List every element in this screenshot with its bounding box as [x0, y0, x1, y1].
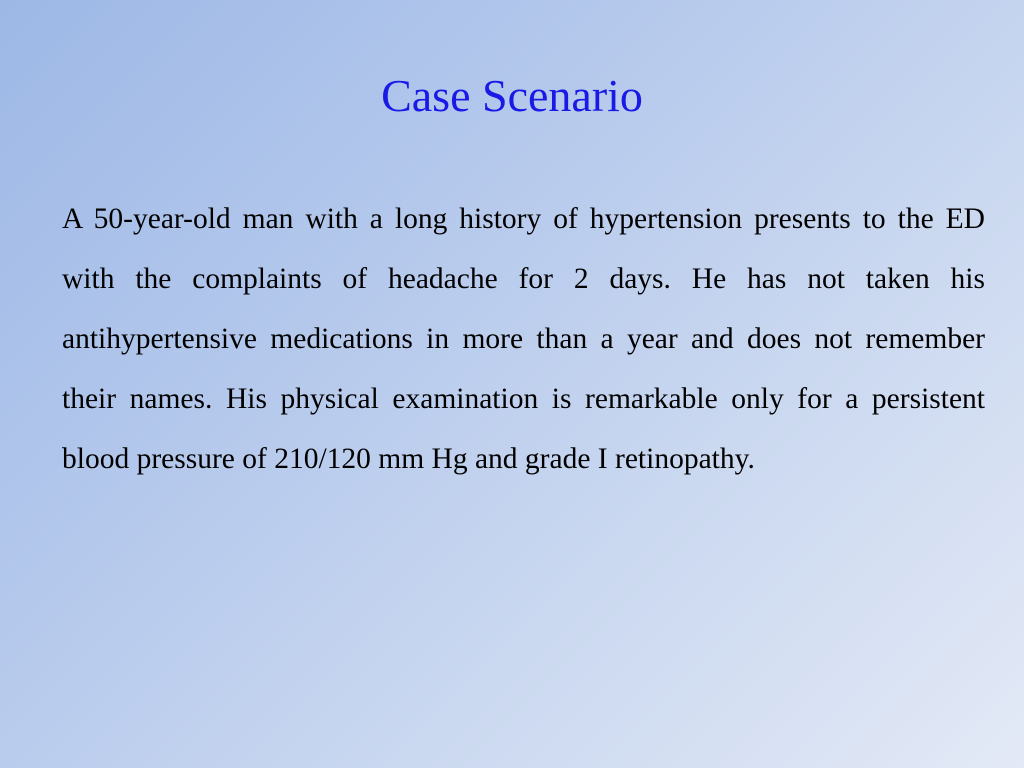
case-description: A 50-year-old man with a long history of hypertension presents to the ED with the complaints of headache for 2 days. He has not taken his antihypertensive medications in more than a year and does not remember their names. His physical examination is remarkable only for a persistent blood pressure of 210/120 mm Hg and grade I retinopathy.: [62, 203, 985, 475]
slide-title: Case Scenario: [381, 70, 643, 121]
